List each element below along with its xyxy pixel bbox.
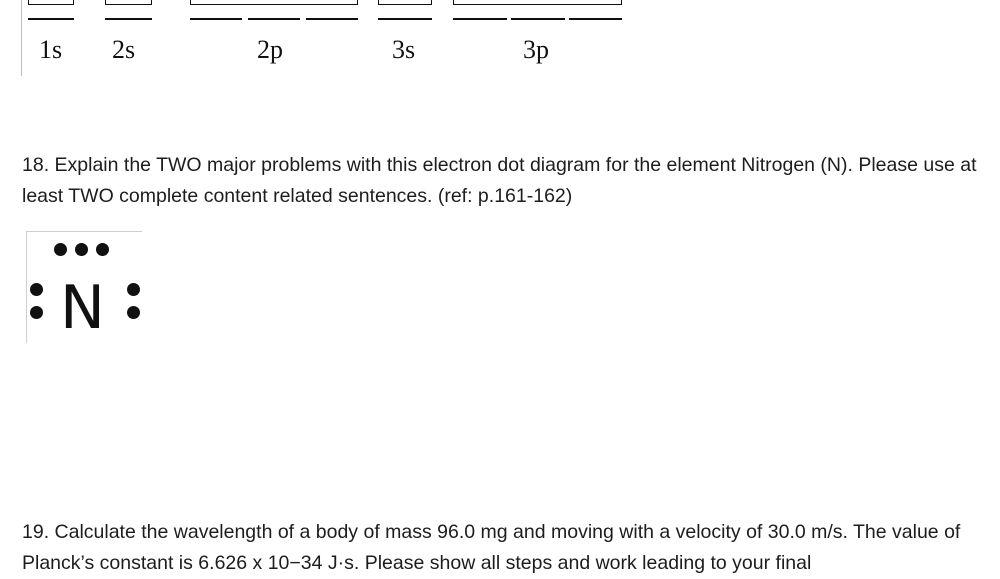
orbital-label-3p: 3p <box>523 35 549 64</box>
orbital-line-3p-2 <box>511 18 565 20</box>
diagram-frame-left <box>26 231 27 343</box>
orbital-label-2p: 2p <box>257 35 283 64</box>
orbital-box-3p <box>453 0 622 5</box>
electron-dot <box>96 243 109 256</box>
orbital-box-3s <box>378 0 432 5</box>
electron-dot <box>54 243 67 256</box>
electron-dot <box>30 306 43 319</box>
orbital-line-2s <box>105 18 152 20</box>
electron-dot <box>75 243 88 256</box>
orbital-line-2p-3 <box>306 18 358 20</box>
orbital-box-2s <box>105 0 152 5</box>
orbital-line-2p-1 <box>190 18 242 20</box>
orbital-box-1s <box>28 0 74 5</box>
question-18-text: 18. Explain the TWO major problems with this electron dot diagram for the element Nitrogen (N). Please use at least TWO complete content related sentences. (ref: p.161-162) <box>22 154 977 207</box>
orbital-line-3p-1 <box>453 18 507 20</box>
question-19-text: 19. Calculate the wavelength of a body of mass 96.0 mg and moving with a velocity of 30.0 m/s. The value of Planck’s constant is 6.626 x 10−34 J·s. Please show all steps and work leading to your final <box>22 521 961 574</box>
orbital-line-3s <box>378 18 432 20</box>
element-symbol-nitrogen: N <box>60 273 105 343</box>
orbital-box-2p <box>190 0 358 5</box>
electron-dot <box>127 283 140 296</box>
electron-dot <box>30 283 43 296</box>
orbital-line-2p-2 <box>248 18 300 20</box>
electron-dot <box>127 306 140 319</box>
orbital-label-2s: 2s <box>112 35 136 64</box>
orbital-line-1s <box>28 18 74 20</box>
orbital-label-1s: 1s <box>39 35 63 64</box>
orbital-box-diagram <box>0 0 1000 80</box>
diagram-left-border <box>21 0 22 76</box>
electron-dot-diagram <box>26 231 146 346</box>
orbital-label-3s: 3s <box>392 35 416 64</box>
orbital-line-3p-3 <box>569 18 622 20</box>
diagram-frame-top <box>26 231 142 232</box>
